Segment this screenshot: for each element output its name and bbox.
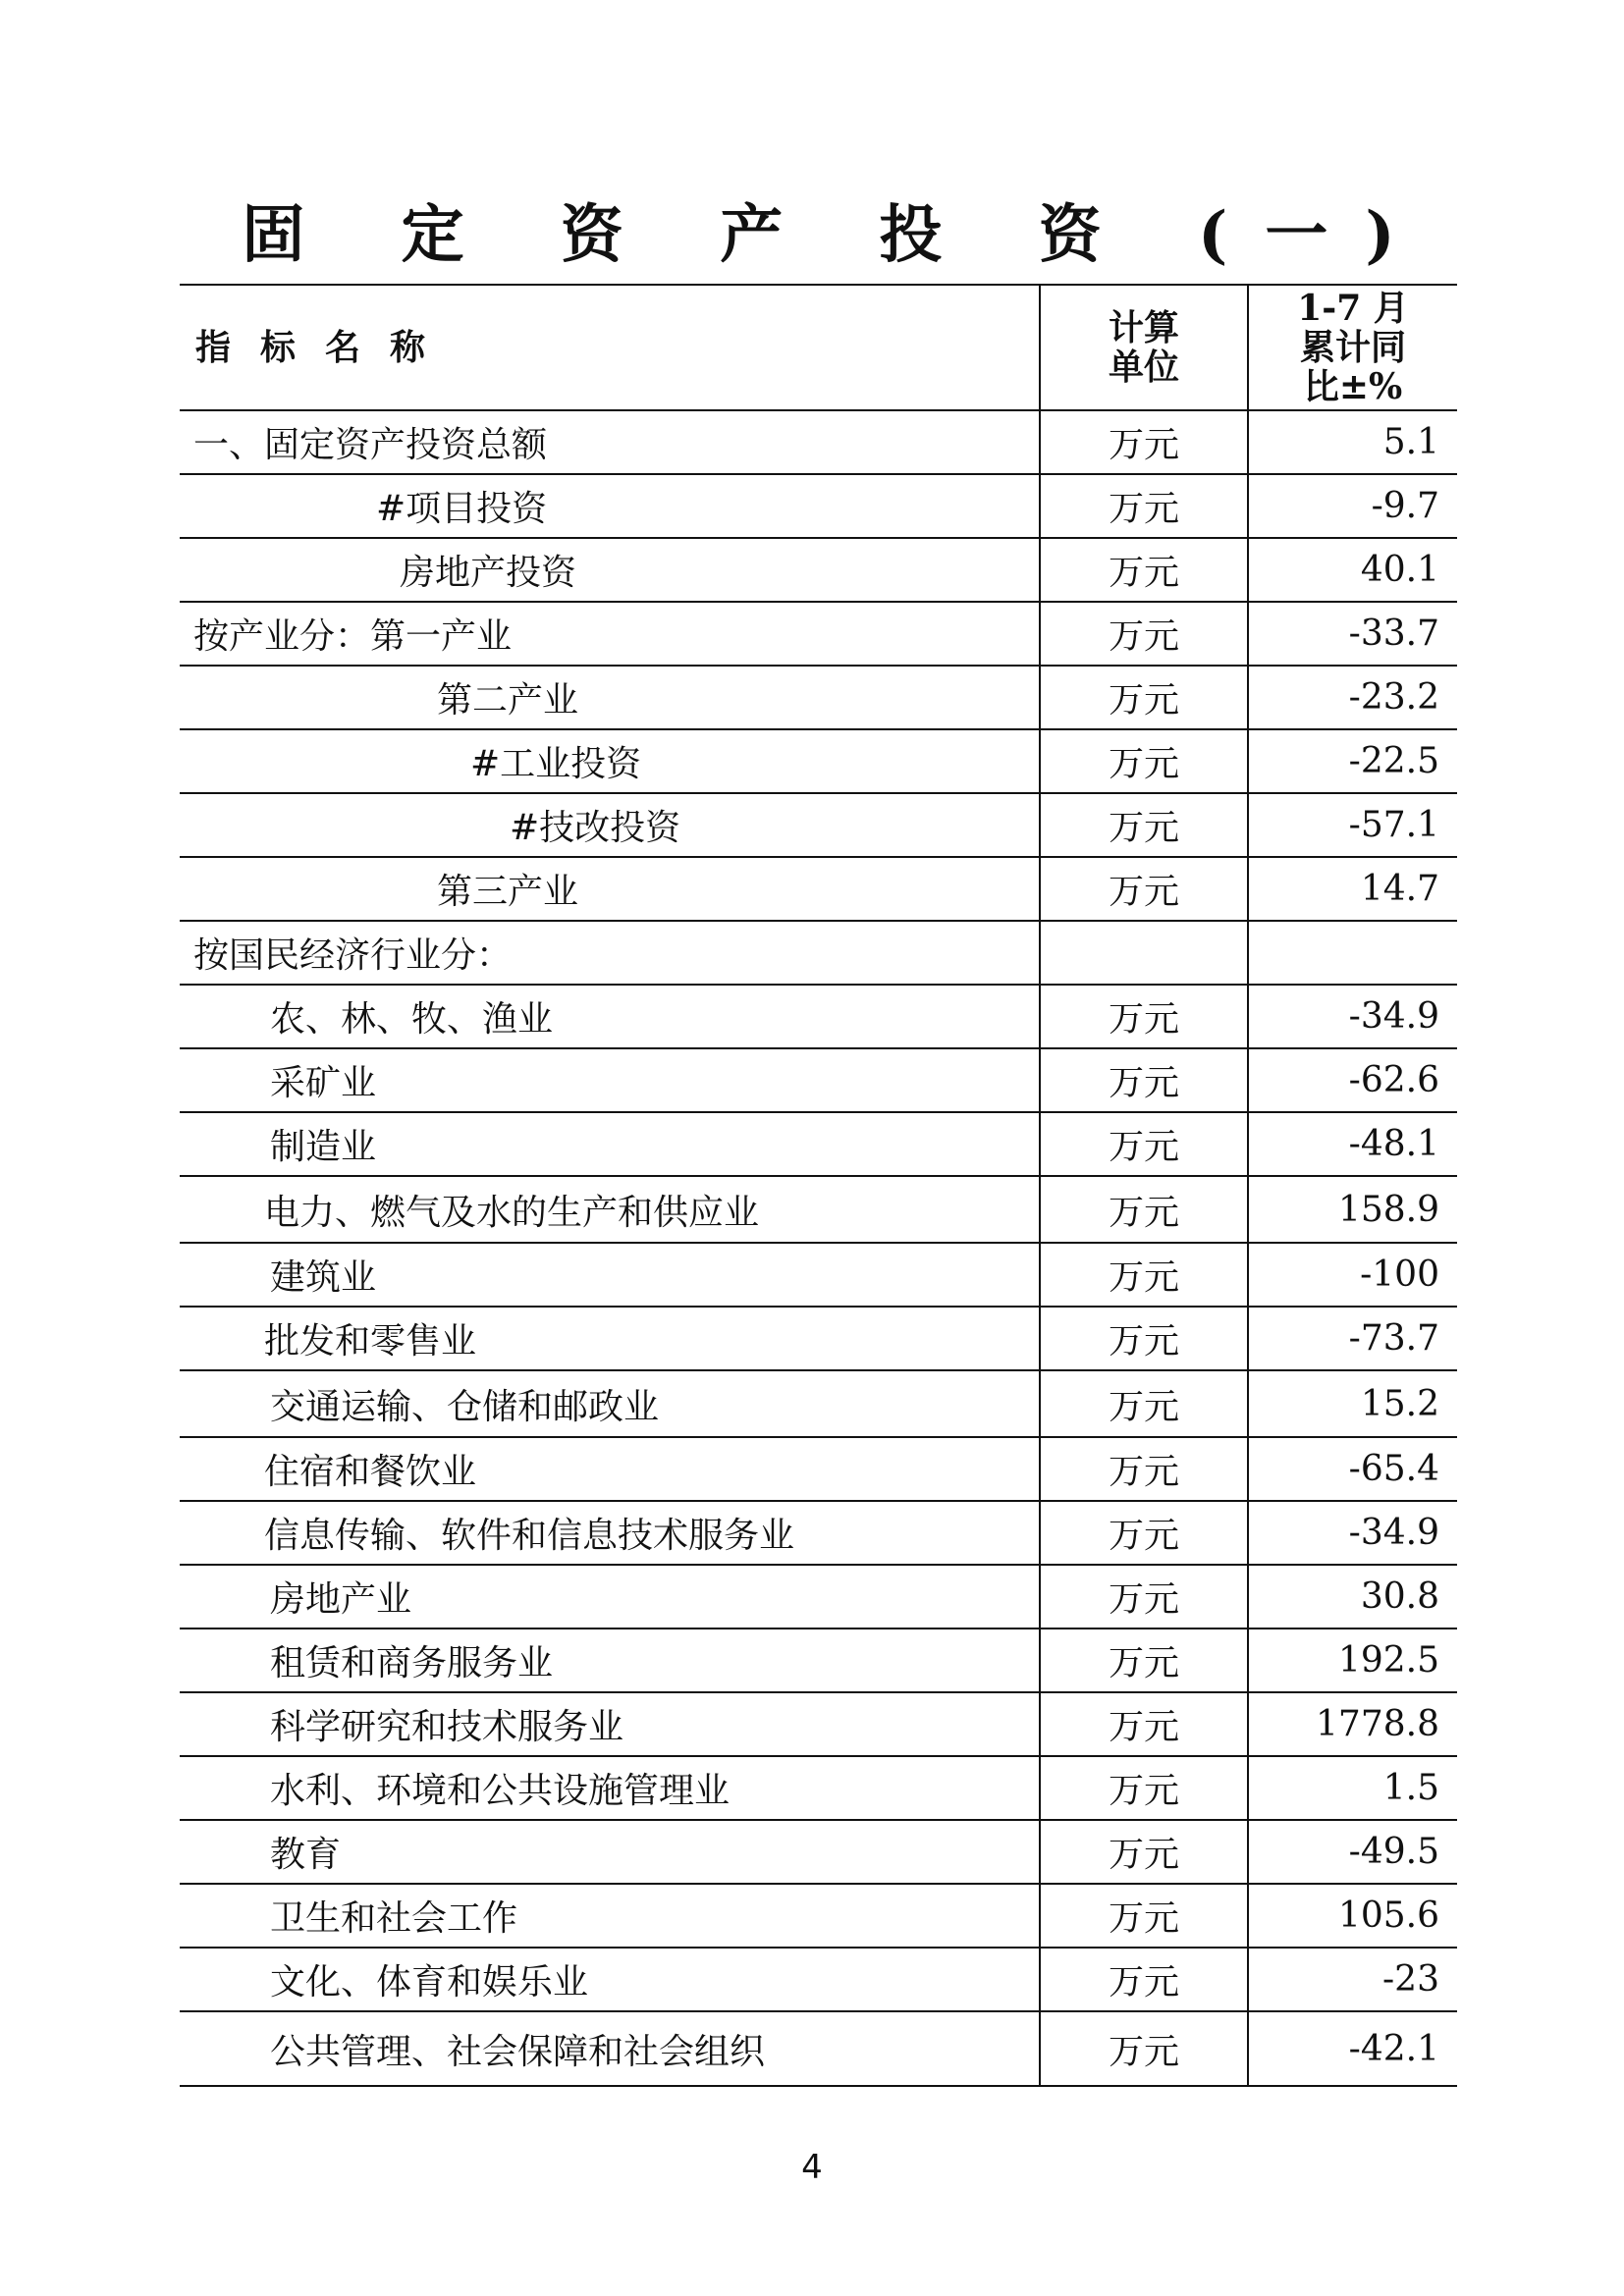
header-value-line: 累计同 xyxy=(1299,327,1406,368)
row-unit: 万元 xyxy=(1040,1176,1248,1243)
table-row xyxy=(180,793,1457,857)
row-value: 1.5 xyxy=(1248,1756,1457,1820)
table-row xyxy=(180,1692,1457,1756)
row-unit: 万元 xyxy=(1040,985,1248,1048)
row-value: -34.9 xyxy=(1248,985,1457,1048)
row-name: 文化、体育和娱乐业 xyxy=(270,1962,589,2002)
table-row xyxy=(180,666,1457,729)
row-value: -73.7 xyxy=(1248,1307,1457,1370)
table-row xyxy=(180,1756,1457,1820)
table-row xyxy=(180,602,1457,666)
table-row xyxy=(180,729,1457,793)
row-unit: 万元 xyxy=(1040,1370,1248,1437)
row-unit: 万元 xyxy=(1040,793,1248,857)
header-value-line: 比±% xyxy=(1303,366,1403,407)
row-value: -62.6 xyxy=(1248,1048,1457,1112)
row-name: 采矿业 xyxy=(270,1063,377,1103)
table-row xyxy=(180,1370,1457,1437)
row-unit: 万元 xyxy=(1040,410,1248,474)
header-unit-line: 单位 xyxy=(1108,347,1179,388)
table-row xyxy=(180,538,1457,602)
header-indicator-name: 指标名称 xyxy=(195,327,456,368)
row-value: -57.1 xyxy=(1248,793,1457,857)
row-unit: 万元 xyxy=(1040,474,1248,538)
row-value xyxy=(1248,921,1457,985)
row-value: -33.7 xyxy=(1248,602,1457,666)
table-row xyxy=(180,474,1457,538)
row-unit: 万元 xyxy=(1040,538,1248,602)
row-value: -22.5 xyxy=(1248,729,1457,793)
row-unit: 万元 xyxy=(1040,1692,1248,1756)
row-value: 1778.8 xyxy=(1248,1692,1457,1756)
row-name: 信息传输、软件和信息技术服务业 xyxy=(264,1516,795,1556)
table-row xyxy=(180,2011,1457,2086)
row-unit: 万元 xyxy=(1040,1884,1248,1948)
row-unit: 万元 xyxy=(1040,1820,1248,1884)
row-unit: 万元 xyxy=(1040,2011,1248,2086)
row-name: 卫生和社会工作 xyxy=(270,1898,518,1939)
row-unit: 万元 xyxy=(1040,1112,1248,1176)
row-name: 第三产业 xyxy=(437,872,579,912)
row-value: -65.4 xyxy=(1248,1437,1457,1501)
table-row xyxy=(180,1501,1457,1565)
row-unit: 万元 xyxy=(1040,1948,1248,2011)
table-row xyxy=(180,857,1457,921)
table-row xyxy=(180,1820,1457,1884)
table-row xyxy=(180,1112,1457,1176)
row-value: 158.9 xyxy=(1248,1176,1457,1243)
row-name: 按产业分：第一产业 xyxy=(193,616,513,657)
row-unit: 万元 xyxy=(1040,602,1248,666)
row-value: -34.9 xyxy=(1248,1501,1457,1565)
table-row xyxy=(180,1437,1457,1501)
row-value: 15.2 xyxy=(1248,1370,1457,1437)
row-value: -9.7 xyxy=(1248,474,1457,538)
row-name: 建筑业 xyxy=(270,1257,377,1298)
row-value: -23.2 xyxy=(1248,666,1457,729)
header-unit xyxy=(1040,285,1248,410)
header-yoy-change xyxy=(1248,285,1457,410)
row-value: -100 xyxy=(1248,1243,1457,1307)
row-unit: 万元 xyxy=(1040,1307,1248,1370)
row-value: -42.1 xyxy=(1248,2011,1457,2086)
row-name: 制造业 xyxy=(270,1127,377,1167)
row-unit: 万元 xyxy=(1040,1629,1248,1692)
investment-table xyxy=(180,284,1457,2087)
page-title: 固 定 资 产 投 资 (一) xyxy=(242,198,1433,272)
row-name: 房地产投资 xyxy=(400,553,577,593)
row-unit: 万元 xyxy=(1040,666,1248,729)
table-row xyxy=(180,1948,1457,2011)
row-unit: 万元 xyxy=(1040,1243,1248,1307)
table-row xyxy=(180,1629,1457,1692)
row-value: 14.7 xyxy=(1248,857,1457,921)
row-name: 教育 xyxy=(270,1835,342,1875)
row-value: 30.8 xyxy=(1248,1565,1457,1629)
table-header-row xyxy=(180,285,1457,410)
row-name: 一、固定资产投资总额 xyxy=(193,425,548,465)
row-name: 电力、燃气及水的生产和供应业 xyxy=(264,1192,760,1233)
row-unit: 万元 xyxy=(1040,1048,1248,1112)
table-row xyxy=(180,410,1457,474)
table-row xyxy=(180,1884,1457,1948)
row-value: -48.1 xyxy=(1248,1112,1457,1176)
row-unit: 万元 xyxy=(1040,1756,1248,1820)
row-name: 农、林、牧、渔业 xyxy=(270,999,554,1040)
table-row xyxy=(180,921,1457,985)
row-name: 住宿和餐饮业 xyxy=(264,1452,477,1492)
row-value: -49.5 xyxy=(1248,1820,1457,1884)
row-name: 租赁和商务服务业 xyxy=(270,1643,554,1683)
row-name: 科学研究和技术服务业 xyxy=(270,1707,624,1747)
row-unit: 万元 xyxy=(1040,1565,1248,1629)
table-row xyxy=(180,1307,1457,1370)
row-name: 交通运输、仓储和邮政业 xyxy=(270,1386,660,1427)
row-name: 水利、环境和公共设施管理业 xyxy=(270,1771,731,1811)
table-row xyxy=(180,1048,1457,1112)
row-value: 105.6 xyxy=(1248,1884,1457,1948)
row-unit: 万元 xyxy=(1040,729,1248,793)
row-unit: 万元 xyxy=(1040,1501,1248,1565)
row-name: 公共管理、社会保障和社会组织 xyxy=(270,2031,766,2072)
row-name: 按国民经济行业分： xyxy=(193,935,513,976)
row-value: 40.1 xyxy=(1248,538,1457,602)
table-row xyxy=(180,985,1457,1048)
row-unit: 万元 xyxy=(1040,1437,1248,1501)
table-row xyxy=(180,1565,1457,1629)
table-row xyxy=(180,1243,1457,1307)
header-value-line: 1-7 月 xyxy=(1297,288,1409,329)
header-unit-line: 计算 xyxy=(1108,307,1179,348)
row-value: 192.5 xyxy=(1248,1629,1457,1692)
row-name: 第二产业 xyxy=(437,680,579,721)
row-unit xyxy=(1040,921,1248,985)
row-name: 房地产业 xyxy=(270,1579,412,1620)
row-value: -23 xyxy=(1248,1948,1457,2011)
row-name: #工业投资 xyxy=(470,744,642,784)
row-name: #项目投资 xyxy=(376,489,548,529)
row-name: #技改投资 xyxy=(510,808,681,848)
row-unit: 万元 xyxy=(1040,857,1248,921)
row-name: 批发和零售业 xyxy=(264,1321,477,1362)
row-value: 5.1 xyxy=(1248,410,1457,474)
table-row xyxy=(180,1176,1457,1243)
page-number: 4 xyxy=(801,2148,823,2187)
